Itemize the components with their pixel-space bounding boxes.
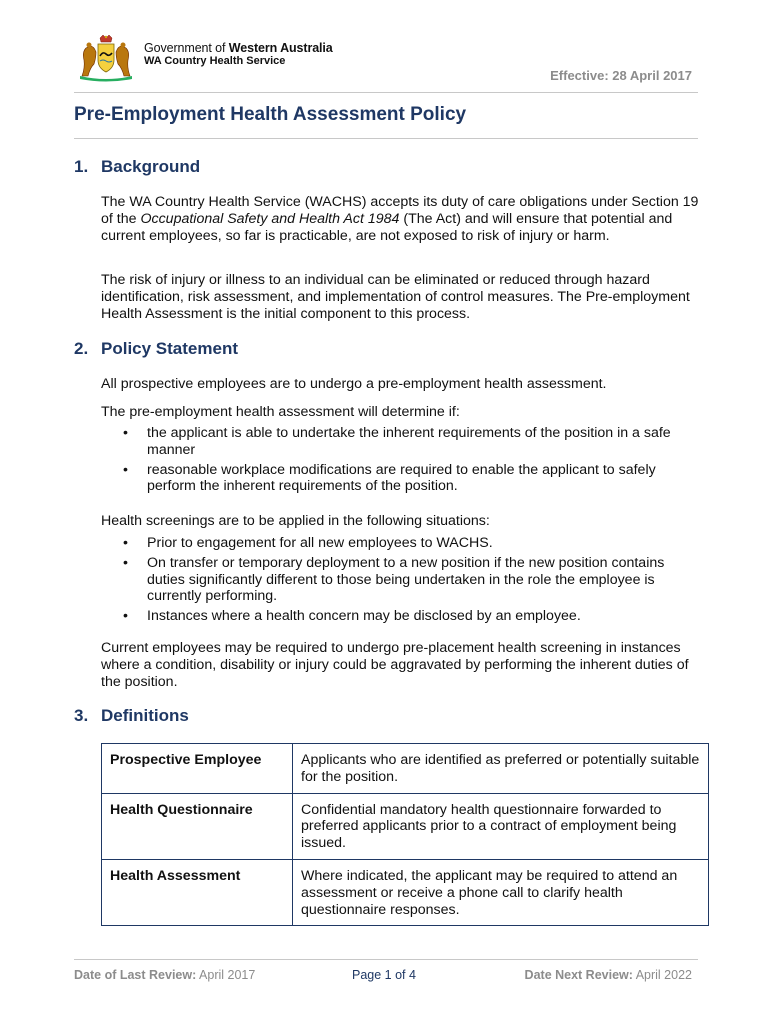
list-item: • reasonable workplace modifications are required to enable the applicant to safely perform the inherent requirements of the position. <box>123 461 656 495</box>
page-number: Page 1 of 4 <box>352 968 416 982</box>
bullet-icon: • <box>123 535 128 551</box>
policy-paragraph-2: The pre-employment health assessment will determine if: <box>101 404 460 420</box>
bullet-icon: • <box>123 461 128 478</box>
section-heading-policy-statement: 2. Policy Statement <box>74 339 238 358</box>
title-divider <box>74 138 698 139</box>
definition-term: Prospective Employee <box>102 744 293 794</box>
table-row <box>102 859 709 925</box>
list-item: • On transfer or temporary deployment to a new position if the new position contains duties significantly different to those being undertaken in the role the employee is currently performing. <box>123 554 665 605</box>
table-row <box>102 793 709 859</box>
policy-paragraph-4: Current employees may be required to undergo pre-placement health screening in instances where a condition, disability or injury could be aggravated by performing the inherent duties of the position. <box>101 640 689 690</box>
background-paragraph-2: The risk of injury or illness to an individual can be eliminated or reduced through hazard identification, risk assessment, and implementation of control measures. The Pre-employment Health Assessment is the initial component to this process. <box>101 272 690 322</box>
screening-situations-list <box>101 535 701 628</box>
section-heading-definitions: 3. Definitions <box>74 706 189 725</box>
bullet-icon: • <box>123 425 128 441</box>
list-item: • the applicant is able to undertake the inherent requirements of the position in a safe manner <box>123 425 671 458</box>
government-name: Government of Western Australia <box>144 41 333 55</box>
last-review-date: Date of Last Review: April 2017 <box>74 968 256 982</box>
table-row <box>102 744 709 794</box>
policy-paragraph-3: Health screenings are to be applied in the following situations: <box>101 513 490 529</box>
definition-text: Confidential mandatory health questionnaire forwarded to preferred applicants prior to a contract of employment being issued. <box>293 793 709 859</box>
list-item: • Instances where a health concern may be disclosed by an employee. <box>123 608 581 625</box>
wa-coat-of-arms-icon <box>76 34 136 82</box>
next-review-date: Date Next Review: April 2022 <box>524 968 692 982</box>
section-heading-background: 1. Background <box>74 157 201 176</box>
determine-list <box>101 425 701 498</box>
definition-text: Applicants who are identified as preferred or potentially suitable for the position. <box>293 744 709 794</box>
document-title: Pre-Employment Health Assessment Policy <box>74 104 467 125</box>
bullet-icon: • <box>123 554 128 571</box>
definition-term: Health Assessment <box>102 859 293 925</box>
header-divider <box>74 92 698 93</box>
definition-text: Where indicated, the applicant may be required to attend an assessment or receive a phone call to clarify health questionnaire responses. <box>293 859 709 925</box>
definition-term: Health Questionnaire <box>102 793 293 859</box>
list-item: • Prior to engagement for all new employees to WACHS. <box>123 535 493 551</box>
background-paragraph-1: The WA Country Health Service (WACHS) accepts its duty of care obligations under Section 19 of the Occupational Safety and Health Act 1984 (The Act) and will ensure that potential and current employees, so far is practicable, are not exposed to risk of injury or harm. <box>101 194 699 244</box>
policy-paragraph-1: All prospective employees are to undergo a pre-employment health assessment. <box>101 376 607 392</box>
bullet-icon: • <box>123 608 128 625</box>
definitions-table <box>101 743 709 926</box>
footer-divider <box>74 959 698 960</box>
effective-date: Effective: 28 April 2017 <box>550 68 692 83</box>
service-name: WA Country Health Service <box>144 55 286 67</box>
